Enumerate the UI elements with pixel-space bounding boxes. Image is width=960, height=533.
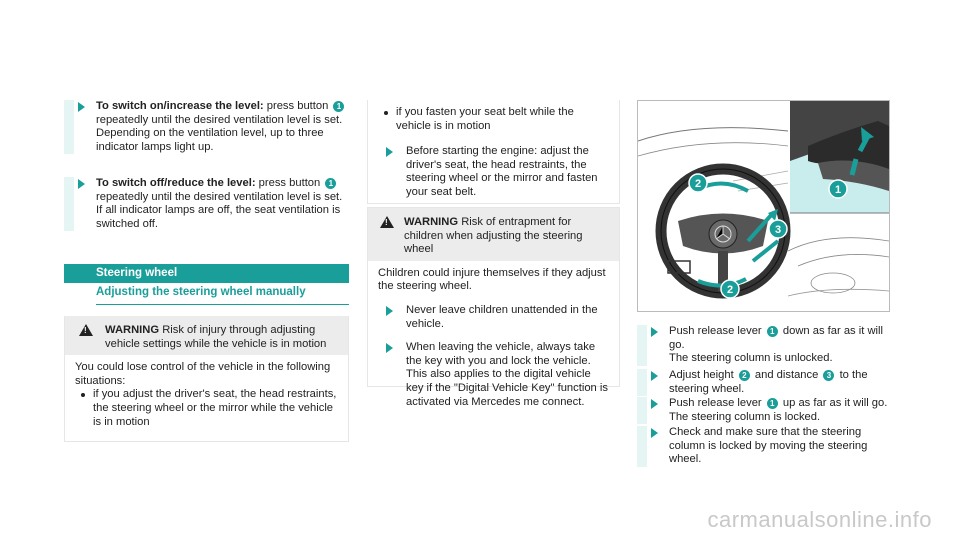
warning-label: WARNING [105, 324, 160, 336]
warning-triangle-icon [79, 324, 93, 336]
callout-1-icon: 1 [767, 326, 778, 337]
step-stripe [637, 426, 647, 467]
warning-header [368, 208, 619, 261]
callout-1-icon: 1 [767, 398, 778, 409]
warning-body [65, 355, 348, 437]
step-text: Adjust height [669, 369, 734, 381]
warning-step [378, 341, 609, 409]
step-adjust-height [637, 369, 894, 396]
warning-triangle-icon [380, 216, 394, 228]
step-text: Push release lever [669, 397, 762, 409]
warning-body [368, 261, 619, 417]
warning-body-text: Children could injure themselves if they adjust the steering wheel. [378, 266, 606, 293]
step-stripe [637, 325, 647, 366]
step-text: press button [266, 100, 329, 112]
warning-body-text: You could lose control of the vehicle in the following situations: [75, 361, 331, 387]
step-stripe [637, 369, 647, 396]
section-heading: Steering wheel [64, 264, 349, 283]
step-text: Never leave children unattended in the vehicle. [406, 303, 598, 330]
step-arrow-icon [78, 102, 85, 112]
steering-wheel-drawing [638, 101, 889, 311]
warning-text: Risk of injury through adjusting vehicle settings while the vehicle is in motion [105, 324, 327, 350]
continued-warning-box [367, 100, 620, 204]
step-stripe [64, 100, 74, 154]
callout-2-icon: 2 [739, 370, 750, 381]
warning-step [378, 304, 609, 331]
step-result: Depending on the ventilation level, up to three indicator lamps light up. [96, 127, 324, 153]
step-bold-lead: To switch on/increase the level: [96, 100, 264, 112]
steering-wheel-illustration [637, 100, 890, 312]
step-text: repeatedly until the desired ventilation level is set. [96, 113, 343, 126]
svg-text:1: 1 [834, 184, 842, 196]
callout-2-icon [721, 280, 739, 298]
callout-1-icon: 1 [333, 101, 344, 112]
step-text: and distance [754, 369, 819, 381]
step-switch-on [64, 100, 349, 154]
step-switch-off [64, 177, 349, 231]
step-result: If all indicator lamps are off, the seat ventilation is switched off. [96, 204, 341, 230]
warning-label: WARNING [404, 216, 459, 228]
step-arrow-icon [651, 399, 658, 409]
watermark: carmanualsonline.info [707, 507, 932, 533]
step-arrow-icon [386, 306, 393, 316]
warning-header [65, 316, 348, 355]
step-stripe [64, 177, 74, 231]
svg-text:2: 2 [694, 178, 702, 190]
warning-text: Risk of entrapment for children when adjusting the steering wheel [404, 216, 583, 256]
warning-step [378, 145, 609, 199]
step-result: The steering column is unlocked. [669, 352, 833, 365]
step-check-locked [637, 426, 894, 467]
step-arrow-icon [386, 147, 393, 157]
warning-bullet: if you fasten your seat belt while the vehicle is in motion [378, 106, 609, 133]
step-text: When leaving the vehicle, always take the key with you and lock the vehicle. This also applies to the digital vehicle key if the "Digital Vehicle Key" function is activated via Mercedes me connect. [406, 341, 608, 408]
callout-3-icon [769, 220, 787, 238]
step-push-lever-up [637, 397, 894, 424]
step-bold-lead: To switch off/reduce the level: [96, 177, 256, 189]
callout-2-icon [689, 174, 707, 192]
step-text: up as far as it will go. [782, 397, 888, 409]
step-arrow-icon [651, 327, 658, 337]
step-arrow-icon [651, 428, 658, 438]
svg-text:3: 3 [774, 224, 782, 236]
warning-box-injury [64, 316, 349, 442]
callout-1-icon: 1 [325, 178, 336, 189]
step-result: The steering column is locked. [669, 410, 821, 423]
step-text: Check and make sure that the steering column is locked by moving the steering wheel. [669, 426, 868, 466]
step-text: to the steering wheel. [669, 369, 868, 395]
step-arrow-icon [78, 179, 85, 189]
step-push-lever-down [637, 325, 894, 366]
step-arrow-icon [651, 371, 658, 381]
warning-bullet: if you adjust the driver's seat, the head restraints, the steering wheel or the mirror while the vehicle is in motion [75, 388, 338, 429]
step-text: repeatedly until the desired ventilation level is set. [96, 190, 343, 203]
step-text: press button [258, 177, 321, 189]
svg-text:2: 2 [726, 284, 734, 296]
step-text: down as far as it will go. [669, 325, 883, 351]
warning-box-entrapment [367, 207, 620, 408]
step-text: Before starting the engine: adjust the driver's seat, the head restraints, the steering wheel or the mirror and fasten your seat belt. [406, 145, 598, 198]
subheading: Adjusting the steering wheel manually [96, 286, 349, 305]
step-arrow-icon [386, 343, 393, 353]
callout-1-icon [829, 180, 847, 198]
callout-3-icon: 3 [823, 370, 834, 381]
step-stripe [637, 397, 647, 424]
step-text: Push release lever [669, 325, 762, 337]
